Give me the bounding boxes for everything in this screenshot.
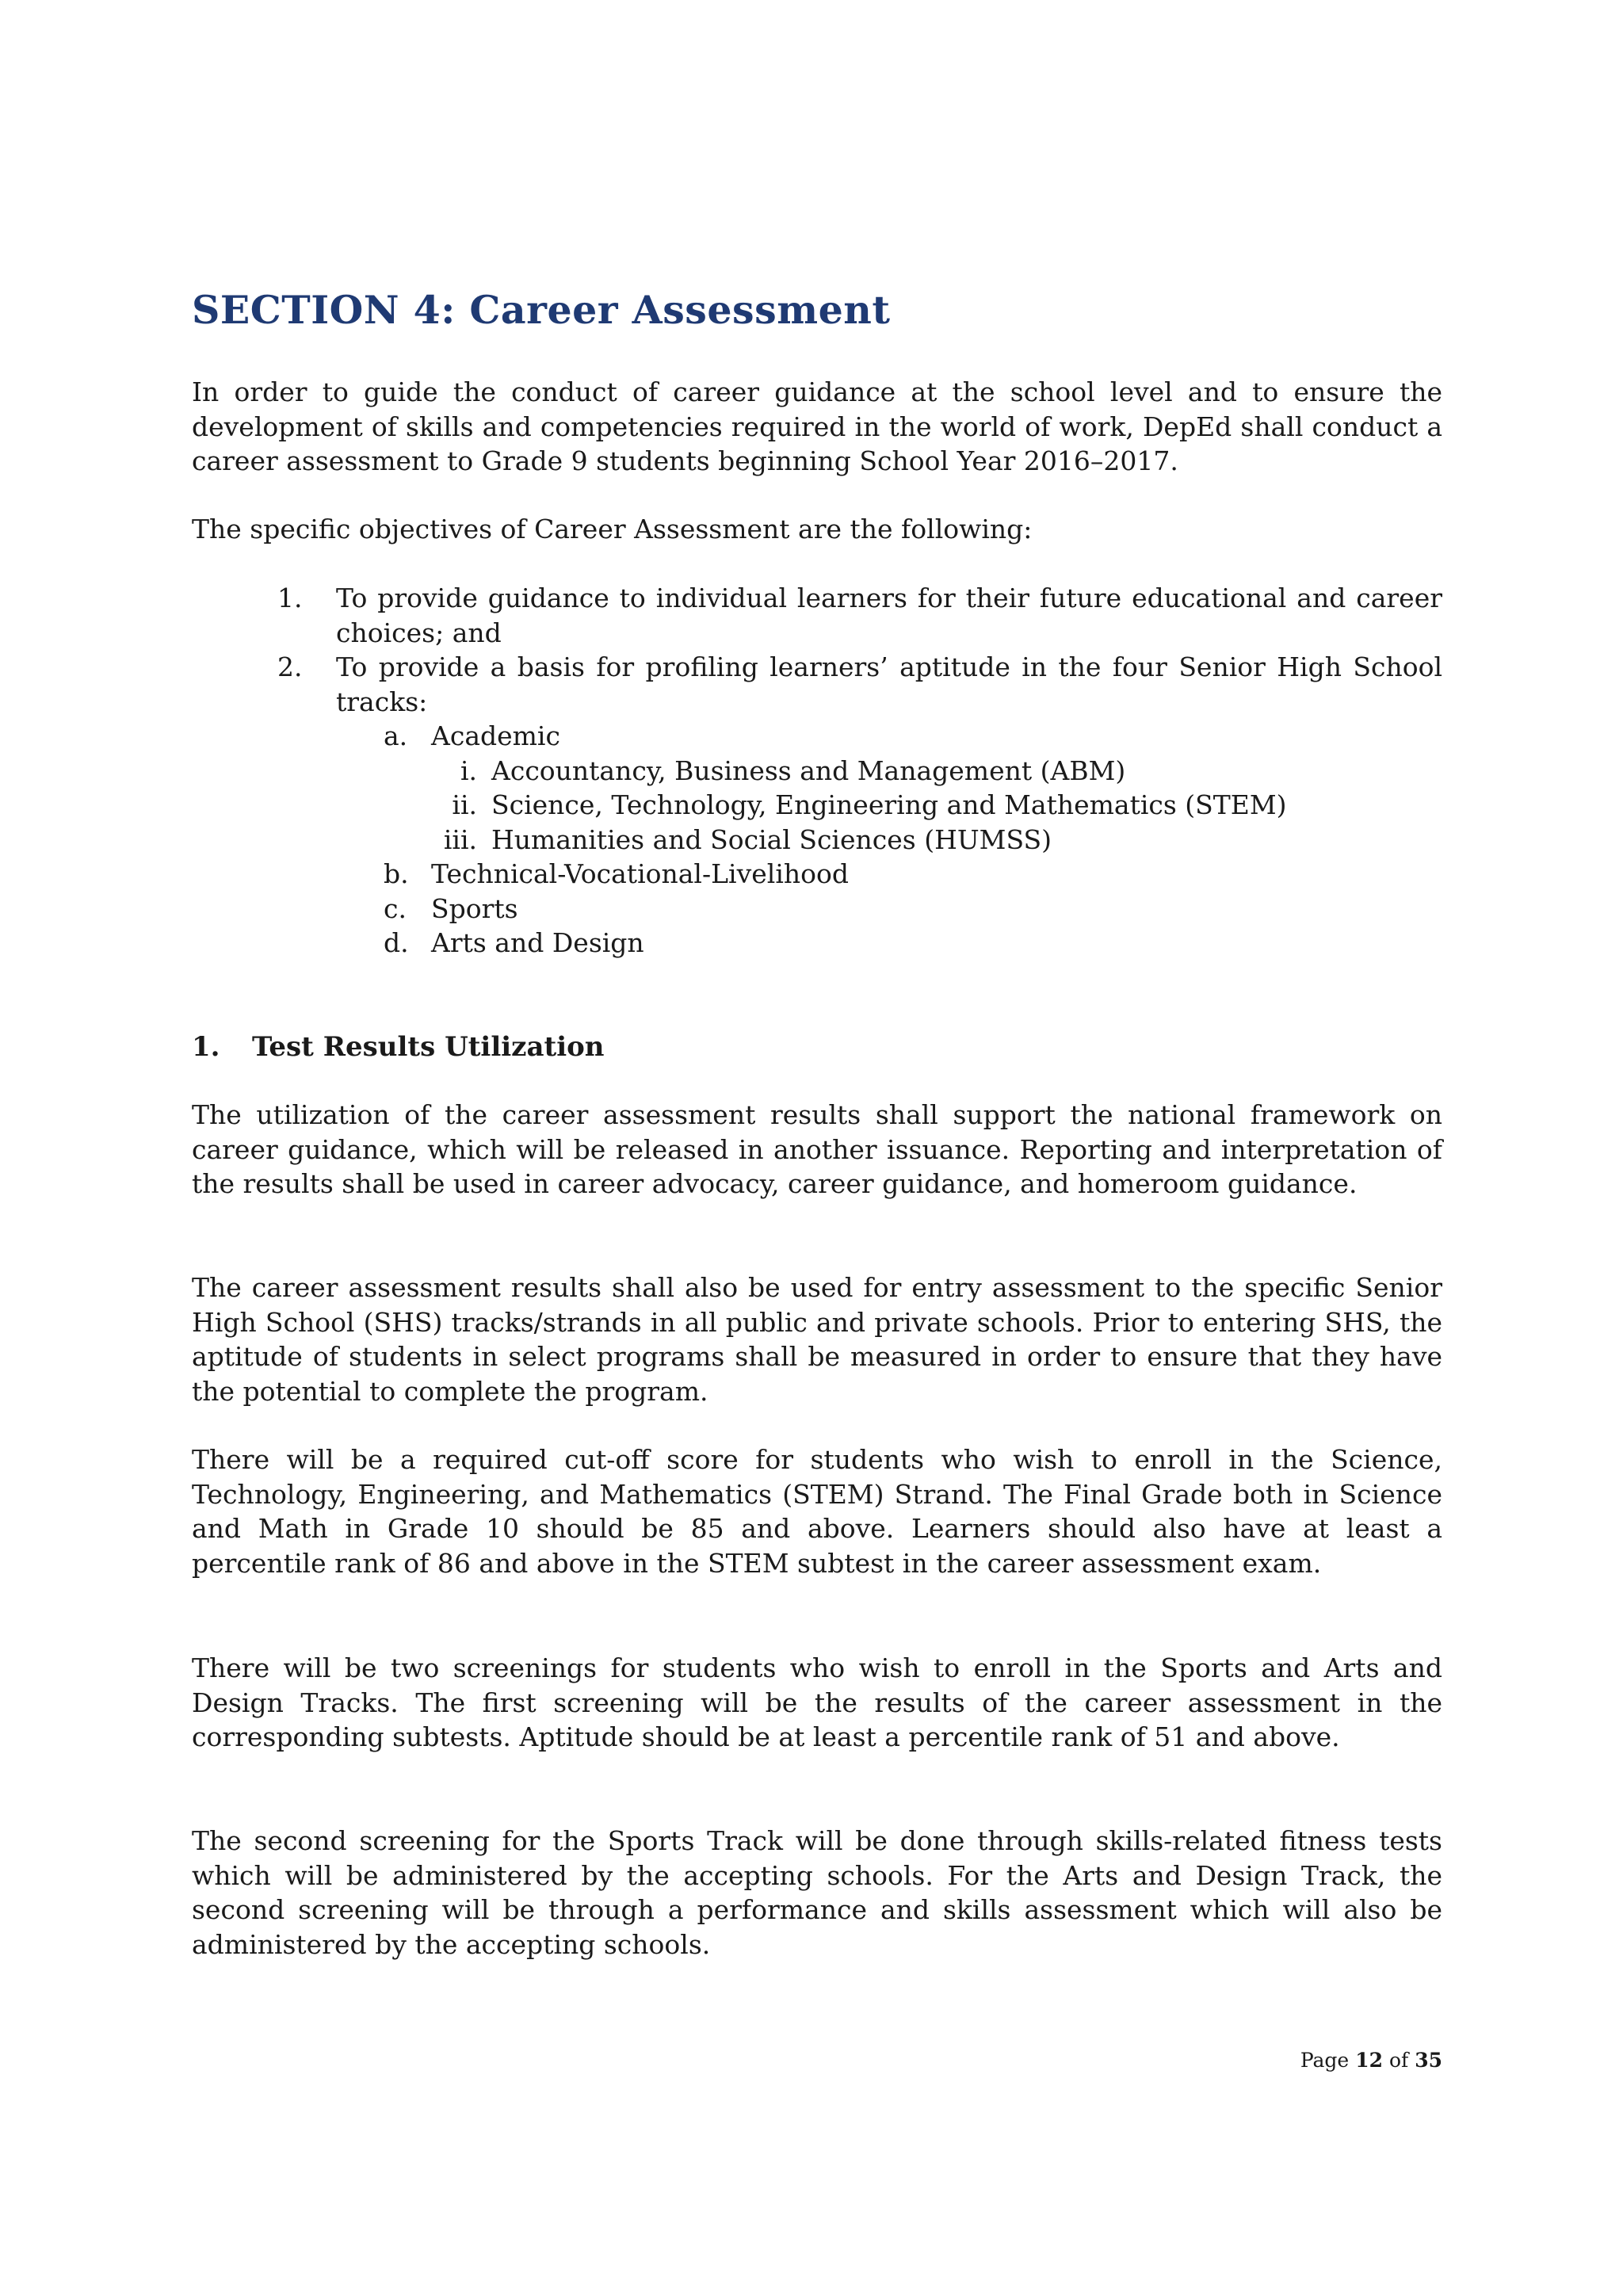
objective-number: 1. bbox=[277, 583, 303, 613]
track-item-academic bbox=[192, 719, 1442, 754]
objectives-list bbox=[192, 581, 1442, 961]
subsection-heading bbox=[192, 1031, 605, 1063]
objective-item bbox=[192, 650, 1442, 719]
body-paragraph-2: The career assessment results shall also be used for entry assessment to the specific Senior High School (SHS) tracks/strands in all public and private schools. Prior to entering SHS, the aptitude of students in select programs shall be measured in order to ensure that they have the potential to complete the program. bbox=[192, 1272, 1442, 1407]
section-title: SECTION 4: Career Assessment bbox=[192, 287, 891, 333]
subsection-number: 1. bbox=[192, 1031, 220, 1063]
page-label: Page bbox=[1300, 2049, 1350, 2072]
body-paragraph-3: There will be a required cut-off score for students who wish to enroll in the Science, Technology, Engineering, and Mathematics (STEM) Strand. The Final Grade both in Science and Math in Grade 10 should be 85 and above. Learners should also have at least a percentile rank of 86 and above in the STEM subtest in the career assessment exam. bbox=[192, 1444, 1442, 1579]
strand-item-humss bbox=[192, 823, 1442, 858]
objective-number: 2. bbox=[277, 651, 303, 682]
subsection-title: Test Results Utilization bbox=[252, 1031, 605, 1063]
strand-text: Humanities and Social Sciences (HUMSS) bbox=[491, 823, 1052, 855]
track-letter: a. bbox=[384, 720, 408, 751]
strand-numeral: ii. bbox=[452, 789, 477, 820]
body-paragraph-1: The utilization of the career assessment results shall support the national framework on career guidance, which will be released in another issuance. Reporting and interpretation of the results shall be used in career advocacy, career guidance, and homeroom guidance. bbox=[192, 1099, 1442, 1199]
page-number: 12 bbox=[1355, 2049, 1383, 2072]
strand-numeral: iii. bbox=[443, 823, 477, 855]
intro-paragraph-1: In order to guide the conduct of career guidance at the school level and to ensure the development of skills and competencies required in the world of work, DepEd shall conduct a career assessment to Grade 9 students beginning School Year 2016–2017. bbox=[192, 376, 1442, 476]
track-text: Sports bbox=[431, 892, 518, 924]
track-text: Technical-Vocational-Livelihood bbox=[431, 858, 849, 889]
track-text: Academic bbox=[431, 720, 560, 751]
strand-text: Accountancy, Business and Management (ABM) bbox=[491, 755, 1126, 786]
track-letter: d. bbox=[384, 927, 409, 958]
of-label: of bbox=[1388, 2049, 1409, 2072]
track-text: Arts and Design bbox=[431, 927, 644, 958]
body-paragraph-5: The second screening for the Sports Track will be done through skills-related fitness tests which will be administered by the accepting schools. For the Arts and Design Track, the second screening will be through a performance and skills assessment which will also be administered by the accepting schools. bbox=[192, 1825, 1442, 1960]
track-item-arts-design bbox=[192, 926, 1442, 961]
strand-numeral: i. bbox=[460, 755, 477, 786]
body-paragraph-4: There will be two screenings for students who wish to enroll in the Sports and Arts and Design Tracks. The first screening will be the results of the career assessment in the corresponding subtests. Aptitude should be at least a percentile rank of 51 and above. bbox=[192, 1652, 1442, 1752]
intro-paragraph-2: The specific objectives of Career Assessment are the following: bbox=[192, 514, 1033, 544]
track-item-tvl bbox=[192, 857, 1442, 892]
objective-text: To provide guidance to individual learners for their future educational and career choices; and bbox=[336, 583, 1442, 648]
strand-item-stem bbox=[192, 788, 1442, 823]
track-letter: b. bbox=[384, 858, 409, 889]
page-total: 35 bbox=[1415, 2049, 1442, 2072]
objective-text: To provide a basis for profiling learners’ aptitude in the four Senior High School tracks: bbox=[336, 651, 1442, 717]
strand-item-abm bbox=[192, 754, 1442, 789]
page-footer bbox=[1300, 2049, 1442, 2072]
objective-item bbox=[192, 581, 1442, 650]
track-letter: c. bbox=[384, 892, 407, 924]
track-item-sports bbox=[192, 892, 1442, 926]
strand-text: Science, Technology, Engineering and Mathematics (STEM) bbox=[491, 789, 1287, 820]
